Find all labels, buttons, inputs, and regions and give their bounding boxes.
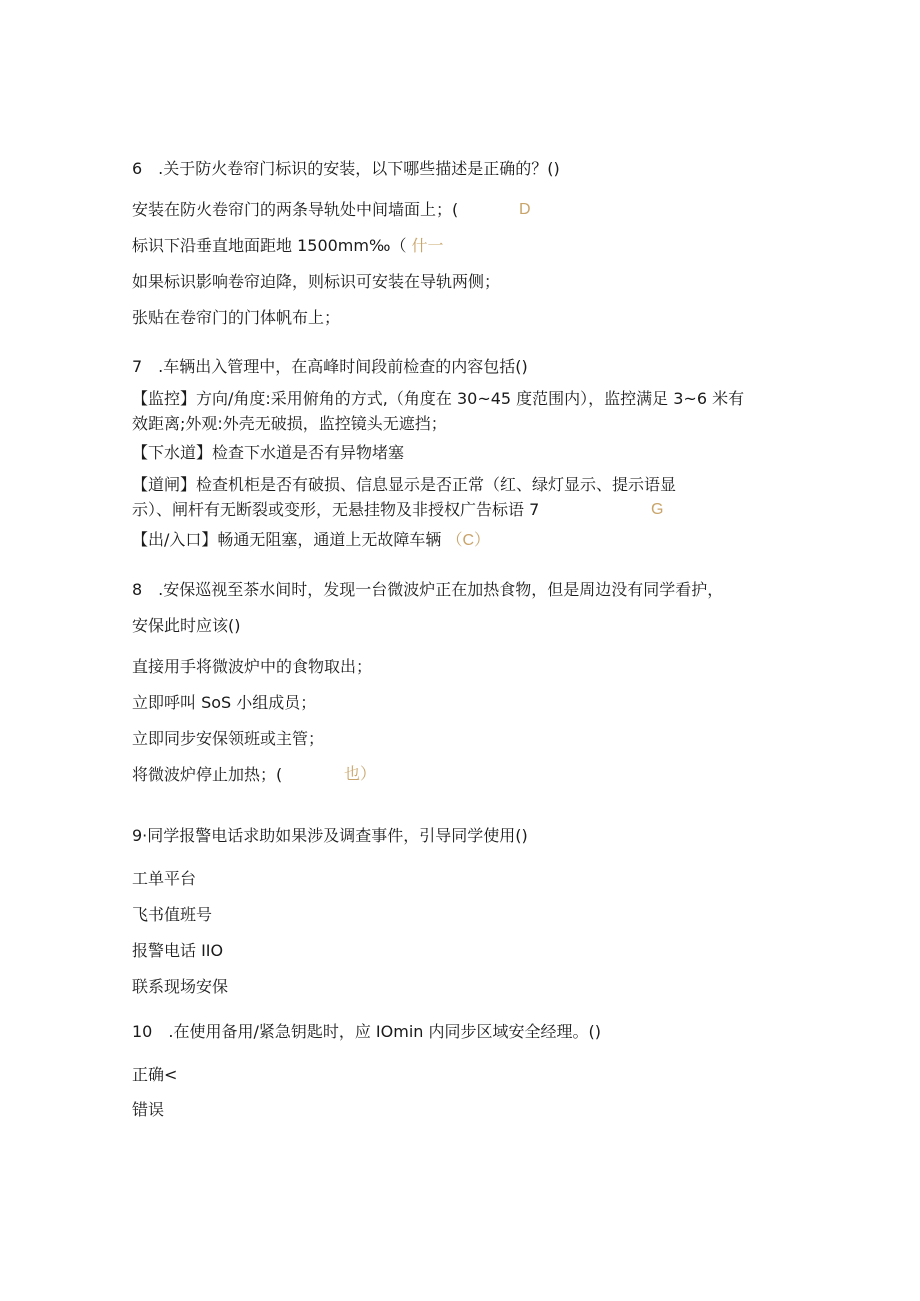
question-6-option-a bbox=[132, 200, 531, 220]
question-8-option-c: 立即同步安保领班或主管； bbox=[132, 729, 325, 748]
question-9-title: 9·同学报警电话求助如果涉及调查事件，引导同学使用() bbox=[132, 826, 528, 845]
handwritten-mark: G bbox=[651, 501, 664, 518]
question-6-option-b bbox=[132, 236, 444, 257]
question-6-option-c: 如果标识影响卷帘迫降，则标识可安装在导轨两侧； bbox=[132, 272, 501, 291]
question-8-title-cont: 安保此时应该() bbox=[132, 616, 241, 635]
option-text: 标识下沿垂直地面距地 1500mm‰（ bbox=[132, 236, 407, 255]
question-8-option-b: 立即呼叫 SoS 小组成员； bbox=[132, 693, 317, 712]
question-7-item-entrance bbox=[132, 530, 490, 551]
handwritten-mark: 也） bbox=[344, 766, 377, 783]
question-7-title: 7 .车辆出入管理中，在高峰时间段前检查的内容包括() bbox=[132, 357, 528, 376]
handwritten-mark: D bbox=[519, 201, 531, 218]
question-8-option-d bbox=[132, 765, 377, 785]
handwritten-mark: 什一 bbox=[411, 238, 444, 255]
question-7-item-monitor-cont: 效距离;外观:外壳无破损，监控镜头无遮挡； bbox=[132, 414, 447, 433]
question-9-option-c: 报警电话 IIO bbox=[132, 941, 224, 960]
option-text: 将微波炉停止加热；( bbox=[132, 765, 283, 784]
question-7-item-gate-cont bbox=[132, 500, 664, 520]
question-8-title: 8 .安保巡视至茶水间时，发现一台微波炉正在加热食物，但是周边没有同学看护， bbox=[132, 580, 724, 599]
question-9-option-b: 飞书值班号 bbox=[132, 905, 213, 924]
option-text: 安装在防火卷帘门的两条导轨处中间墙面上；( bbox=[132, 200, 459, 219]
question-7-item-monitor: 【监控】方向/角度:采用俯角的方式,（角度在 30~45 度范围内），监控满足 3~6 米有 bbox=[132, 389, 745, 408]
question-9-option-a: 工单平台 bbox=[132, 869, 197, 888]
question-8-option-a: 直接用手将微波炉中的食物取出； bbox=[132, 657, 373, 676]
question-10-option-a: 正确< bbox=[132, 1065, 178, 1084]
handwritten-mark: （C） bbox=[446, 532, 491, 549]
question-9-option-d: 联系现场安保 bbox=[132, 977, 229, 996]
question-10-title: 10 .在使用备用/紧急钥匙时，应 IOmin 内同步区域安全经理。() bbox=[132, 1022, 601, 1041]
question-7-item-sewer: 【下水道】检查下水道是否有异物堵塞 bbox=[132, 443, 405, 462]
item-text: 【出/入口】畅通无阻塞，通道上无故障车辆 bbox=[132, 530, 442, 549]
question-6-title: 6 .关于防火卷帘门标识的安装，以下哪些描述是正确的？() bbox=[132, 159, 560, 178]
question-7-item-gate: 【道闸】检查机柜是否有破损、信息显示是否正常（红、绿灯显示、提示语显 bbox=[132, 475, 677, 494]
item-text: 示）、闸杆有无断裂或变形，无悬挂物及非授权广告标语 7 bbox=[132, 500, 540, 519]
question-10-option-b: 错误 bbox=[132, 1100, 165, 1119]
question-6-option-d: 张贴在卷帘门的门体帆布上； bbox=[132, 308, 341, 327]
